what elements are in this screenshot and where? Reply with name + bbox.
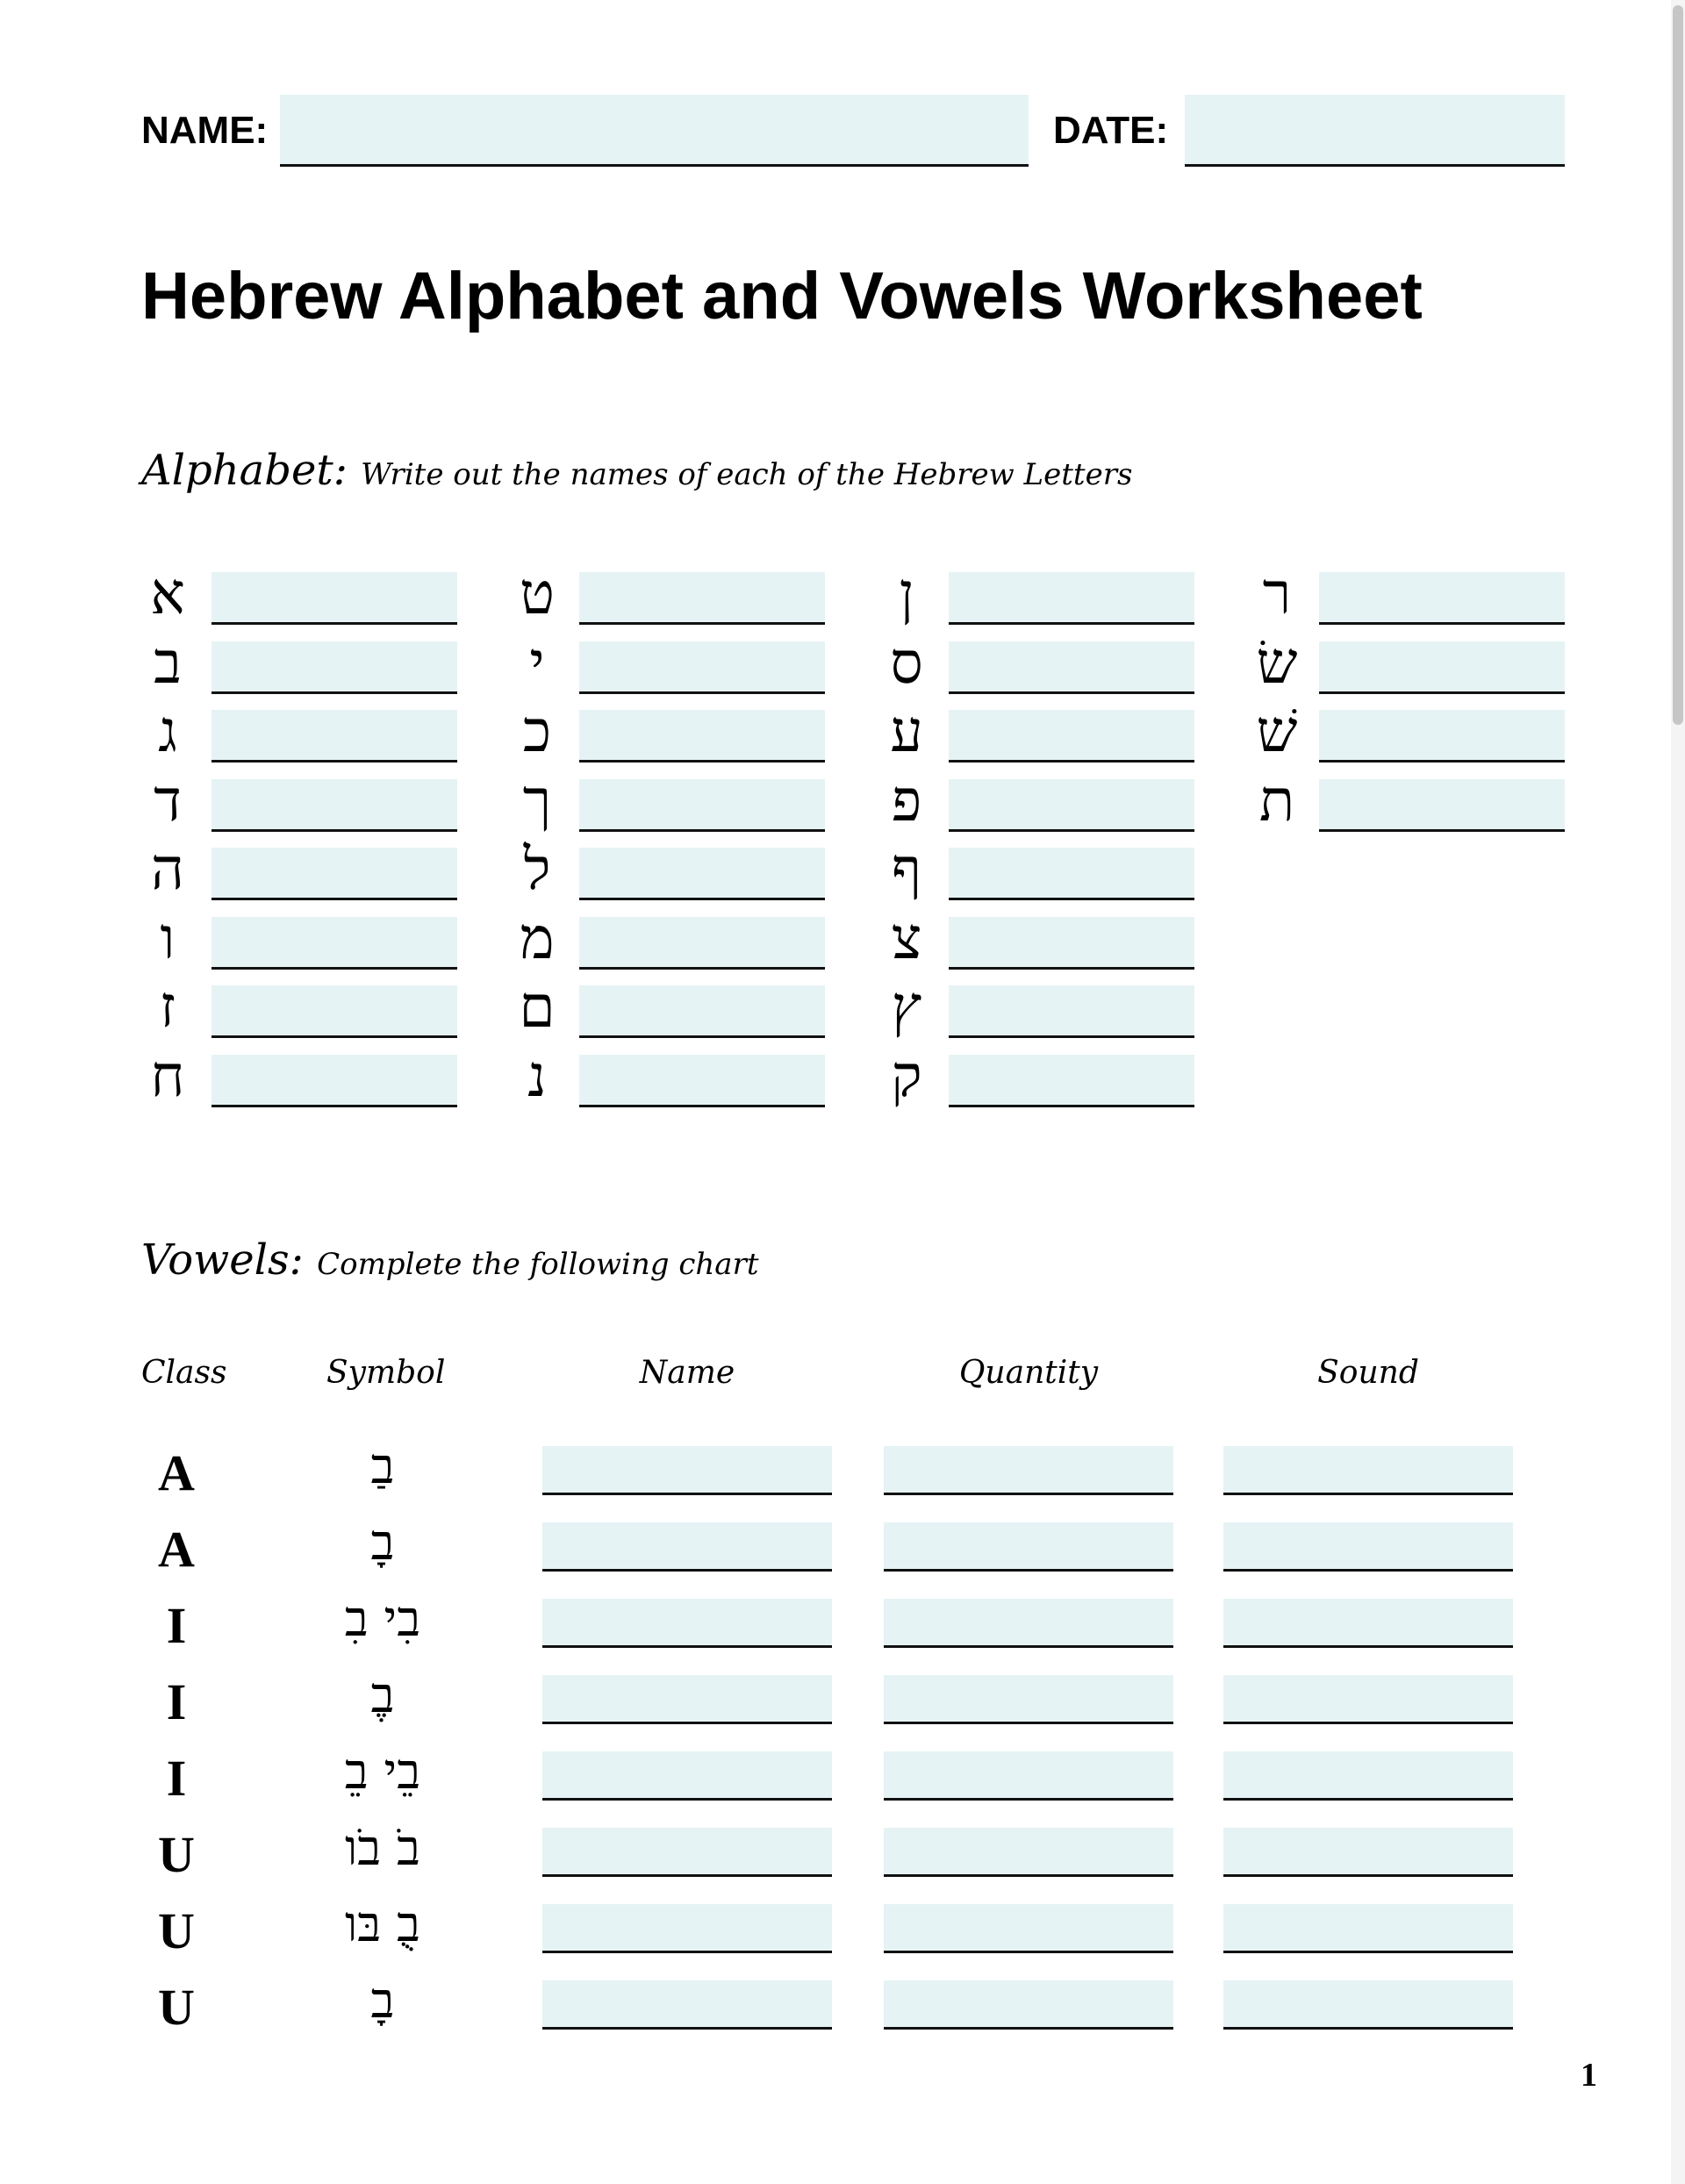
hebrew-letter: ף <box>891 835 922 903</box>
hebrew-letter: שׁ <box>1256 698 1298 765</box>
letter-name-field[interactable] <box>949 572 1194 625</box>
vowel-name-field[interactable] <box>542 1446 832 1495</box>
hebrew-letter: שׂ <box>1256 628 1298 697</box>
vowels-heading <box>141 1235 759 1285</box>
name-field[interactable] <box>280 95 1029 167</box>
hebrew-letter: צ <box>891 904 922 972</box>
vowel-quantity-field[interactable] <box>884 1675 1173 1724</box>
hebrew-letter: ט <box>520 560 555 627</box>
hebrew-letter: ב <box>154 628 182 697</box>
hebrew-letter: ו <box>160 904 176 972</box>
vowel-sound-field[interactable] <box>1223 1751 1513 1801</box>
scrollbar-thumb[interactable] <box>1673 5 1683 725</box>
hebrew-letter: נ <box>527 1042 547 1110</box>
vowel-symbol: בֶ <box>370 1667 395 1724</box>
letter-name-field[interactable] <box>212 917 457 970</box>
vowel-quantity-field[interactable] <box>884 1599 1173 1648</box>
vowel-class: A <box>158 1444 195 1501</box>
letter-name-field[interactable] <box>212 779 457 832</box>
vowel-class: U <box>158 1979 195 2036</box>
hebrew-letter: ר <box>1262 560 1292 627</box>
letter-name-field[interactable] <box>949 985 1194 1038</box>
vowel-sound-field[interactable] <box>1223 1828 1513 1877</box>
vowel-class: I <box>166 1673 187 1730</box>
letter-name-field[interactable] <box>949 641 1194 694</box>
date-label: DATE: <box>1053 109 1169 152</box>
hebrew-letter: כ <box>522 698 552 765</box>
vowel-symbol: בָ <box>370 1973 395 2030</box>
vowel-name-field[interactable] <box>542 1522 832 1572</box>
vowel-class: I <box>166 1750 187 1807</box>
alphabet-heading <box>141 446 1133 495</box>
column-header-sound: Sound <box>1317 1355 1419 1391</box>
hebrew-letter: ח <box>150 1042 185 1110</box>
letter-name-field[interactable] <box>579 917 825 970</box>
hebrew-letter: ק <box>891 1042 922 1110</box>
letter-name-field[interactable] <box>949 1055 1194 1107</box>
vowel-symbol: בֵי בֵ <box>344 1744 421 1801</box>
vowel-symbol: בֻ בּו <box>344 1896 421 1953</box>
vowel-quantity-field[interactable] <box>884 1522 1173 1572</box>
letter-name-field[interactable] <box>212 641 457 694</box>
letter-name-field[interactable] <box>212 848 457 900</box>
letter-name-field[interactable] <box>1319 710 1565 763</box>
vowel-sound-field[interactable] <box>1223 1675 1513 1724</box>
date-field[interactable] <box>1185 95 1565 167</box>
letter-name-field[interactable] <box>212 1055 457 1107</box>
vowel-quantity-field[interactable] <box>884 1828 1173 1877</box>
vowel-class: A <box>158 1521 195 1578</box>
hebrew-letter: ץ <box>891 973 922 1041</box>
letter-name-field[interactable] <box>212 572 457 625</box>
hebrew-letter: ס <box>890 628 923 697</box>
vowel-sound-field[interactable] <box>1223 1522 1513 1572</box>
page-title: Hebrew Alphabet and Vowels Worksheet <box>141 259 1423 333</box>
vowel-sound-field[interactable] <box>1223 1904 1513 1953</box>
letter-name-field[interactable] <box>1319 641 1565 694</box>
vowel-name-field[interactable] <box>542 1599 832 1648</box>
column-header-symbol: Symbol <box>326 1355 446 1391</box>
hebrew-letter: ת <box>1258 766 1295 834</box>
hebrew-letter: מ <box>520 904 555 972</box>
letter-name-field[interactable] <box>949 917 1194 970</box>
vowels-instruction: Complete the following chart <box>317 1247 759 1282</box>
letter-name-field[interactable] <box>212 985 457 1038</box>
vowel-quantity-field[interactable] <box>884 1751 1173 1801</box>
letter-name-field[interactable] <box>949 779 1194 832</box>
vowel-symbol: בִי בִ <box>344 1591 421 1648</box>
vowel-sound-field[interactable] <box>1223 1446 1513 1495</box>
vowel-name-field[interactable] <box>542 1980 832 2030</box>
hebrew-letter: ז <box>159 973 176 1041</box>
letter-name-field[interactable] <box>579 710 825 763</box>
vowel-quantity-field[interactable] <box>884 1904 1173 1953</box>
alphabet-instruction: Write out the names of each of the Hebrew Letters <box>361 457 1133 492</box>
letter-name-field[interactable] <box>1319 572 1565 625</box>
hebrew-letter: י <box>529 628 545 697</box>
letter-name-field[interactable] <box>949 848 1194 900</box>
hebrew-letter: ך <box>522 766 552 834</box>
vowel-symbol: בֹ בֹו <box>344 1820 421 1877</box>
hebrew-letter: ן <box>899 560 914 627</box>
vowel-name-field[interactable] <box>542 1828 832 1877</box>
letter-name-field[interactable] <box>579 779 825 832</box>
column-header-quantity: Quantity <box>958 1355 1099 1391</box>
hebrew-letter: ד <box>154 766 182 834</box>
letter-name-field[interactable] <box>579 1055 825 1107</box>
letter-name-field[interactable] <box>579 848 825 900</box>
vowel-class: U <box>158 1902 195 1959</box>
letter-name-field[interactable] <box>579 572 825 625</box>
vowels-heading-label: Vowels: <box>141 1235 304 1285</box>
vowel-symbol: בַ <box>370 1438 395 1495</box>
letter-name-field[interactable] <box>949 710 1194 763</box>
column-header-name: Name <box>639 1355 735 1391</box>
hebrew-letter: א <box>150 560 185 627</box>
vowel-name-field[interactable] <box>542 1751 832 1801</box>
vowel-class: I <box>166 1597 187 1654</box>
hebrew-letter: פ <box>891 766 922 834</box>
hebrew-letter: ג <box>158 698 177 765</box>
name-label: NAME: <box>141 109 269 152</box>
vowel-symbol: בָ <box>370 1514 395 1572</box>
hebrew-letter: ה <box>151 835 184 903</box>
alphabet-heading-label: Alphabet: <box>141 446 348 495</box>
hebrew-letter: ל <box>523 835 551 903</box>
hebrew-letter: ע <box>890 698 923 765</box>
page-number: 1 <box>1581 2057 1597 2094</box>
vowel-class: U <box>158 1826 195 1883</box>
vowel-quantity-field[interactable] <box>884 1446 1173 1495</box>
vowel-name-field[interactable] <box>542 1904 832 1953</box>
letter-name-field[interactable] <box>212 710 457 763</box>
vowel-sound-field[interactable] <box>1223 1980 1513 2030</box>
hebrew-letter: ם <box>519 973 556 1041</box>
letter-name-field[interactable] <box>579 641 825 694</box>
letter-name-field[interactable] <box>1319 779 1565 832</box>
column-header-class: Class <box>141 1355 227 1391</box>
vowel-name-field[interactable] <box>542 1675 832 1724</box>
vowel-quantity-field[interactable] <box>884 1980 1173 2030</box>
letter-name-field[interactable] <box>579 985 825 1038</box>
vowel-sound-field[interactable] <box>1223 1599 1513 1648</box>
